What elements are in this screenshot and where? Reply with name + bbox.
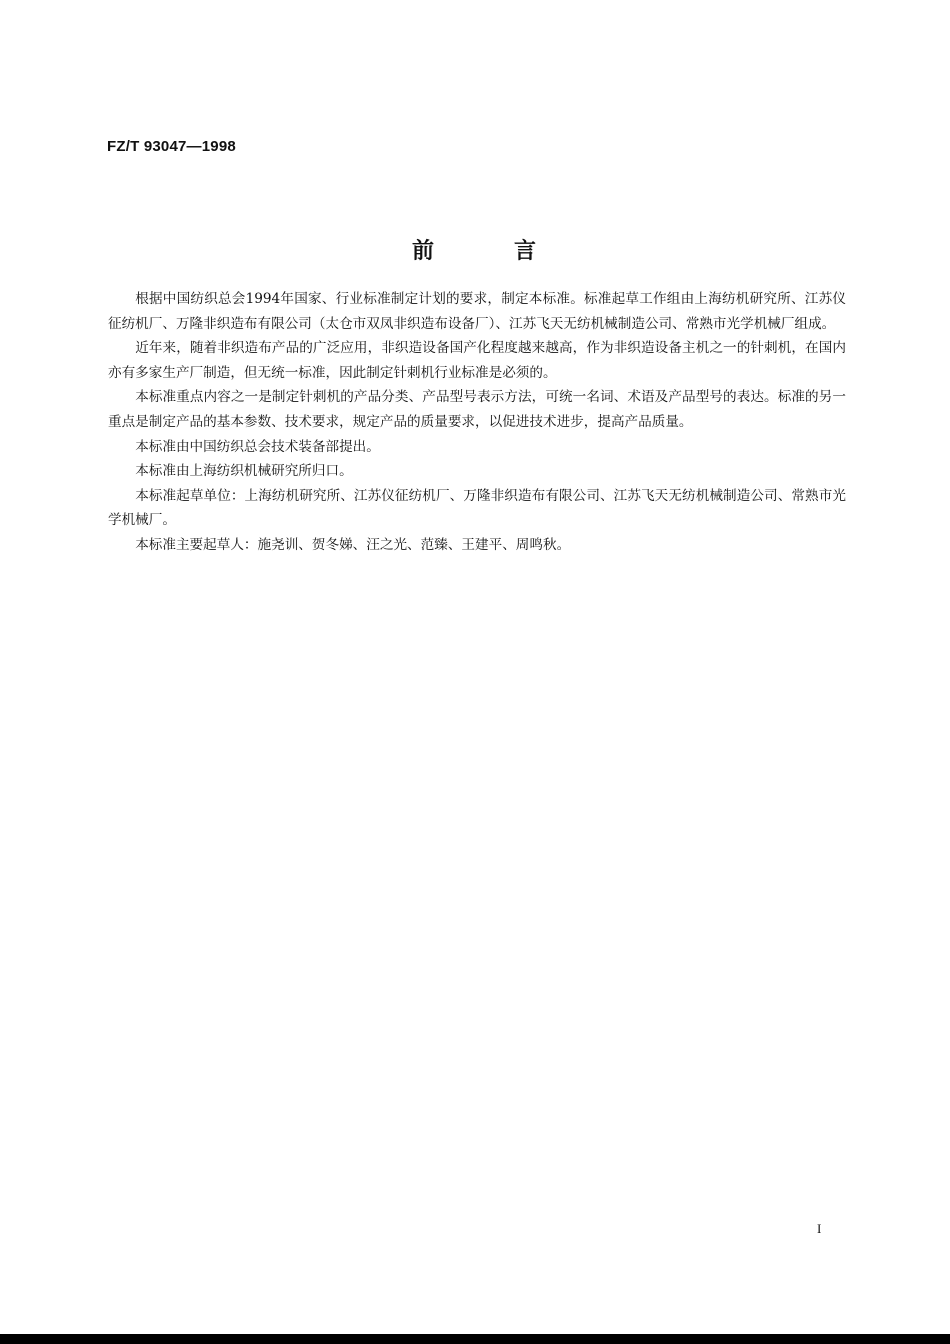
title-char-2: 言: [514, 239, 537, 264]
paragraph-managed-by: 本标准由上海纺织机械研究所归口。: [135, 463, 353, 480]
page-number: I: [817, 1221, 822, 1236]
bottom-border: [0, 1334, 950, 1344]
foreword-body: [108, 287, 846, 558]
paragraph-drafting-units: 本标准起草单位：上海纺机研究所、江苏仪征纺机厂、万隆非织造布有限公司、江苏飞天无纺机械制造公司、常熟市光学机械厂。: [108, 487, 846, 529]
paragraph-drafters: 本标准主要起草人：施尧训、贺冬娣、汪之光、范臻、王建平、周鸣秋。: [135, 536, 571, 553]
paragraph-background: 近年来，随着非织造布产品的广泛应用，非织造设备国产化程度越来越高，作为非织造设备主机之一的针刺机，在国内亦有多家生产厂制造，但无统一标准，因此制定针刺机行业标准是必须的。: [108, 340, 846, 381]
title-char-1: 前: [412, 239, 435, 264]
paragraph-proposed-by: 本标准由中国纺织总会技术装备部提出。: [135, 438, 380, 455]
paragraph-key-content: 本标准重点内容之一是制定针刺机的产品分类、产品型号表示方法，可统一名词、术语及产品型号的表达。标准的另一重点是制定产品的基本参数、技术要求，规定产品的质量要求，以促进技术进步，提高产品质量。: [108, 389, 846, 430]
paragraph-drafting-plan: 根据中国纺织总会1994年国家、行业标准制定计划的要求，制定本标准。标准起草工作组由上海纺机研究所、江苏仪征纺机厂、万隆非织造布有限公司（太仓市双凤非织造布设备厂）、江苏飞天无纺机械制造公司、常熟市光学机械厂组成。: [108, 291, 846, 332]
standard-code: FZ/T 93047—1998: [107, 138, 236, 155]
